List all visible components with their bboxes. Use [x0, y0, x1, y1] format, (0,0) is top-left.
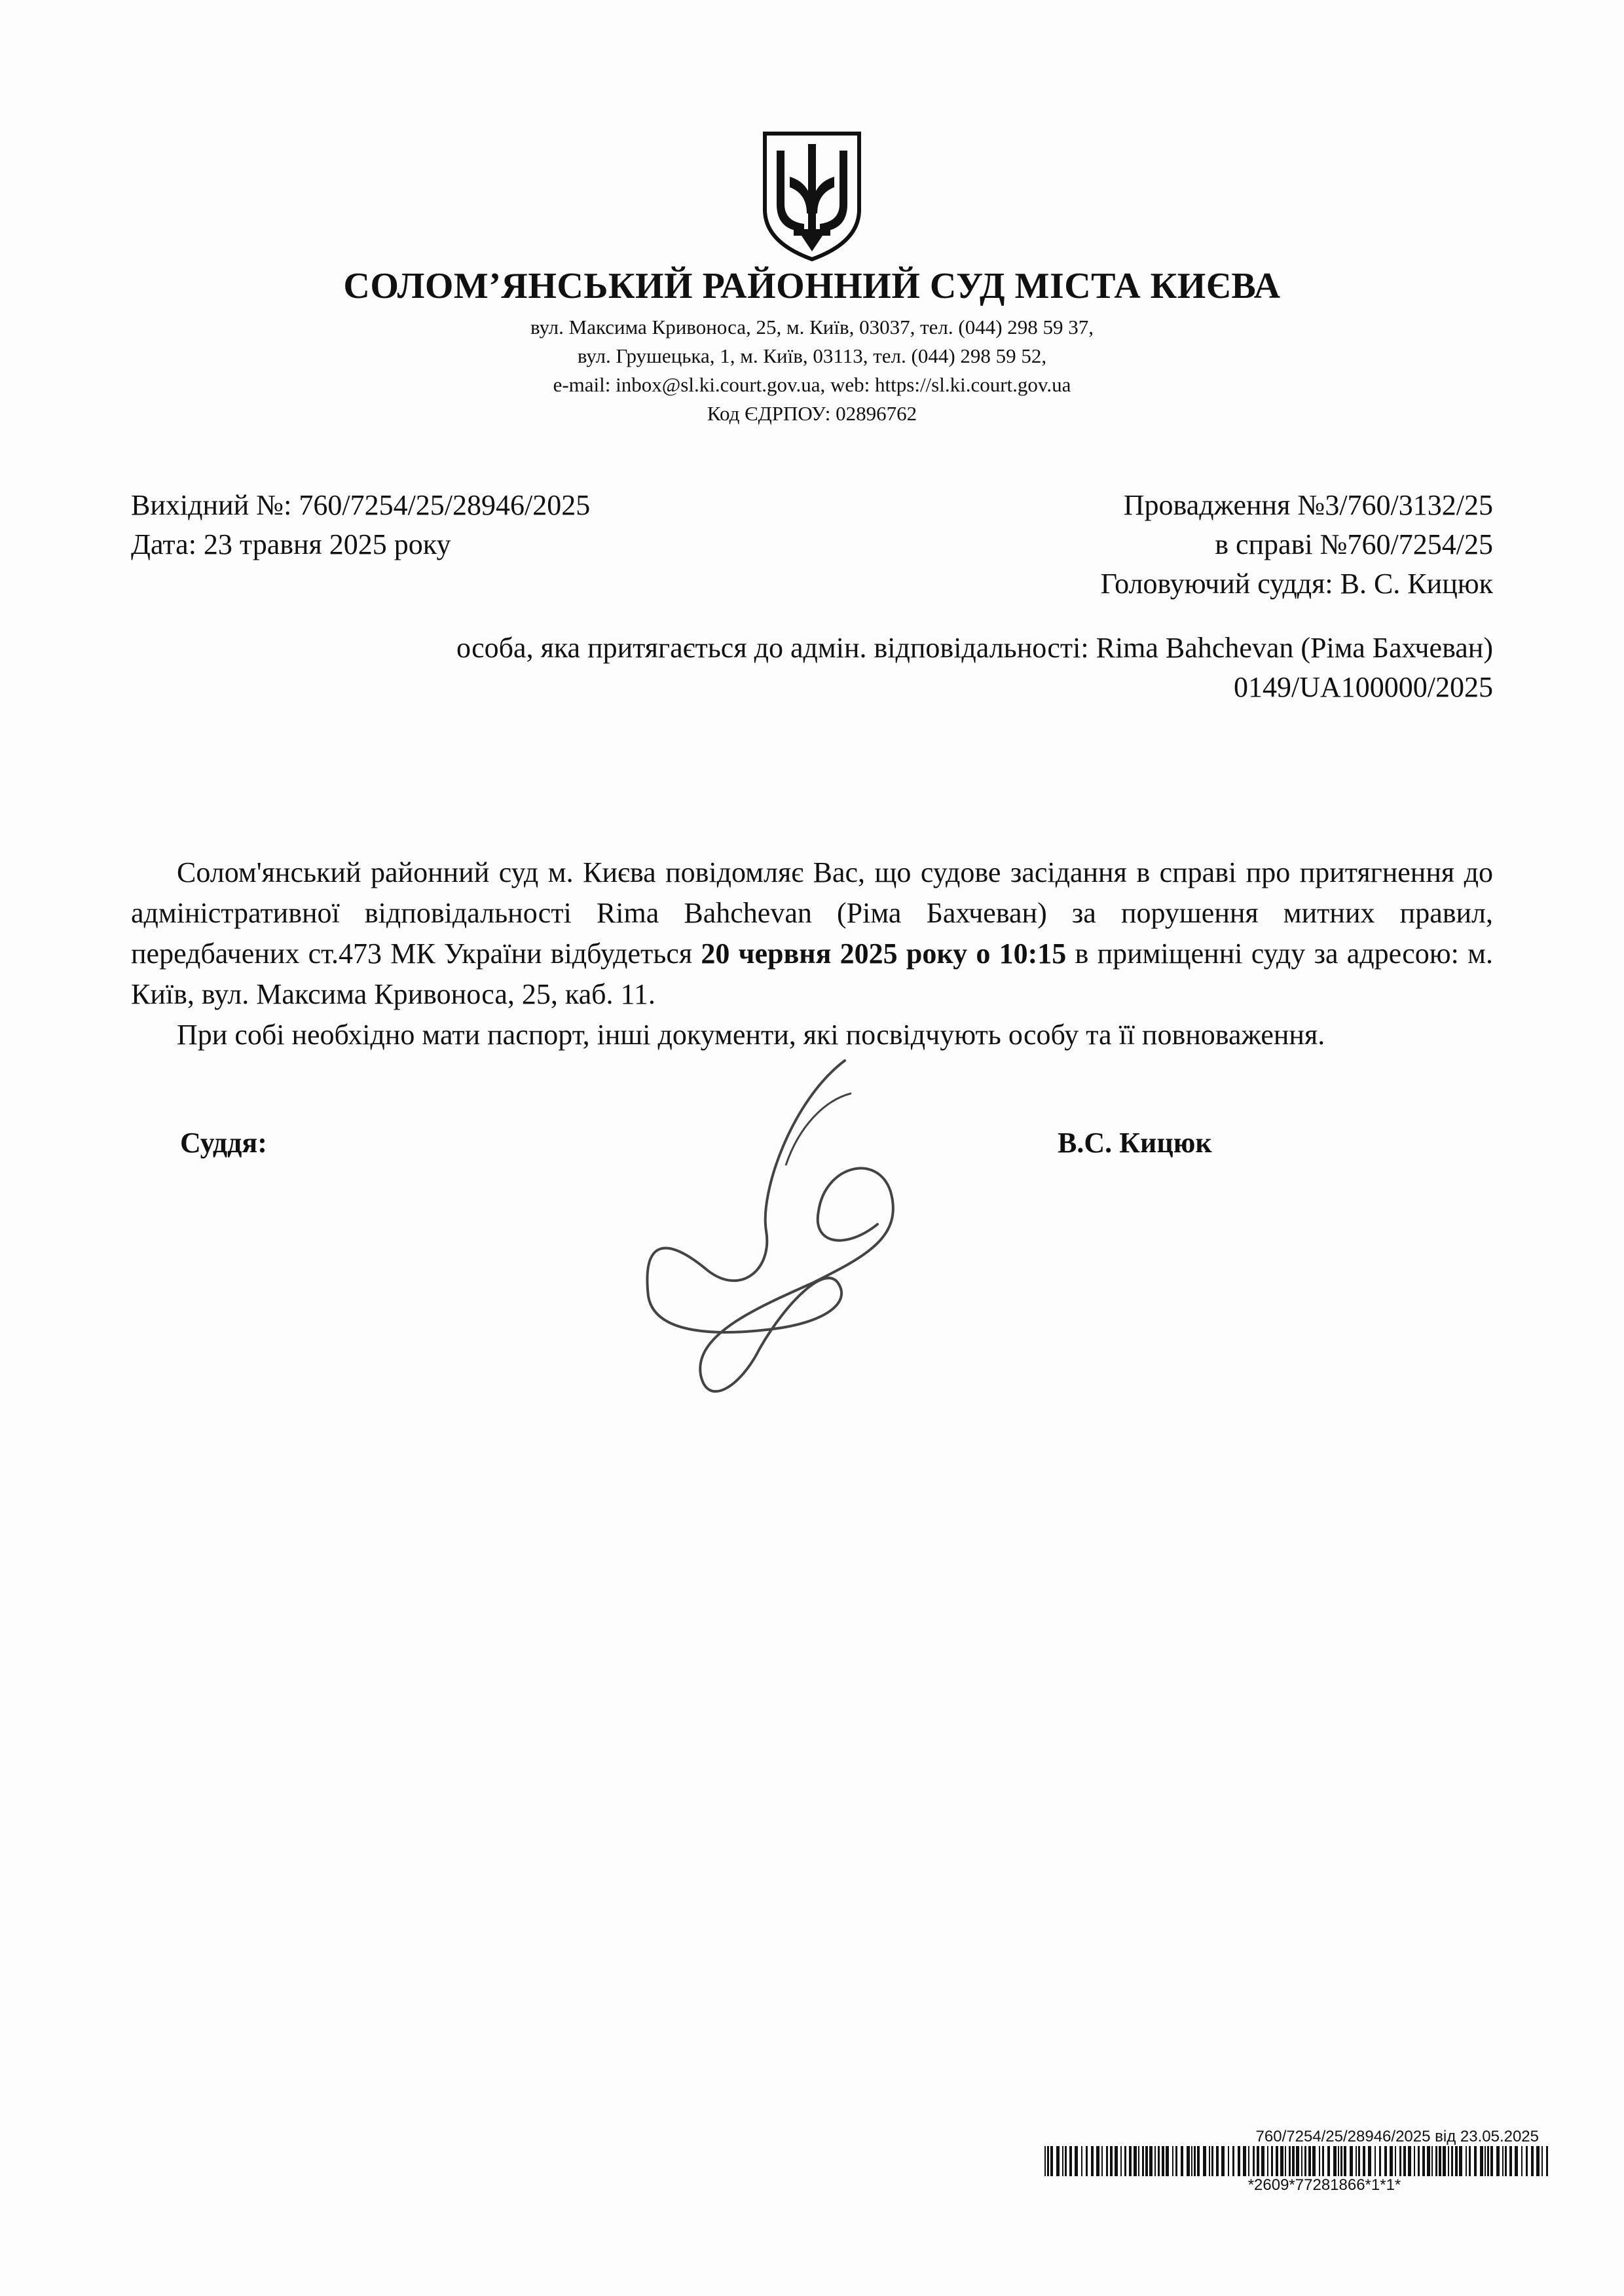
barcode-bar — [1304, 2146, 1306, 2176]
barcode-bar — [1403, 2146, 1406, 2176]
barcode-bar — [1261, 2146, 1264, 2176]
barcode-bar — [1363, 2146, 1365, 2176]
barcode-bar — [1485, 2146, 1486, 2176]
notice-paragraph: При собі необхідно мати паспорт, інші документи, які посвідчують особу та її повноваження. — [177, 1019, 1325, 1051]
signature-label: Суддя: — [180, 1127, 267, 1159]
barcode-bar — [1546, 2146, 1548, 2176]
barcode-bar — [1120, 2146, 1122, 2176]
barcode-bar — [1158, 2146, 1160, 2176]
barcode-bar — [1142, 2146, 1144, 2176]
barcode-bar — [1129, 2146, 1132, 2176]
barcode-bar — [1149, 2146, 1153, 2176]
barcode-bar — [1106, 2146, 1108, 2176]
barcode-bar — [1285, 2146, 1286, 2176]
barcode-bar — [1091, 2146, 1094, 2176]
barcode-bar — [1422, 2146, 1425, 2176]
barcode-bar — [1319, 2146, 1320, 2176]
notice-text: Солом'янський районний суд м. Києва повідомляє Вас, що судове засідання в справі про притягнення до адміністративної відповідальності Rima Bahchevan (Ріма Бахчеван) за порушення митних правил, передбачених ст.473 МК України відбудеться — [131, 856, 1493, 970]
barcode-bar — [1069, 2146, 1072, 2176]
barcode-bar — [1289, 2146, 1291, 2176]
barcode-bar — [1228, 2146, 1229, 2176]
barcode-bar — [1154, 2146, 1156, 2176]
barcode-bar — [1431, 2146, 1433, 2176]
barcode-bar — [1451, 2146, 1453, 2176]
court-contacts: e-mail: inbox@sl.ki.court.gov.ua, web: https://sl.ki.court.gov.ua — [553, 373, 1071, 396]
barcode-bar — [1271, 2146, 1273, 2176]
barcode-bar — [1110, 2146, 1113, 2176]
barcode-bar — [1187, 2146, 1190, 2176]
barcode-bar — [1267, 2146, 1268, 2176]
barcode-bar — [1086, 2146, 1088, 2176]
court-edrpou: Код ЄДРПОУ: 02896762 — [707, 402, 917, 425]
barcode-bar — [1248, 2146, 1249, 2176]
barcode-bar — [1333, 2146, 1337, 2176]
barcode-bar — [1502, 2146, 1504, 2176]
barcode-bar — [1327, 2146, 1330, 2176]
court-address-line: вул. Грушецька, 1, м. Київ, 03113, тел. (044) 298 59 52, — [577, 344, 1047, 367]
person-liable: особа, яка притягається до адмін. відповідальності: Rima Bahchevan (Ріма Бахчеван) — [456, 632, 1493, 664]
barcode-bar — [1399, 2146, 1401, 2176]
barcode-bar — [1356, 2146, 1357, 2176]
barcode-bottom-text: *2609*77281866*1*1* — [1247, 2176, 1401, 2194]
barcode-bar — [1211, 2146, 1213, 2176]
barcode-bar — [1395, 2146, 1396, 2176]
barcode-bar — [1065, 2146, 1067, 2176]
barcode-bar — [1414, 2146, 1415, 2176]
person-code: 0149/UA100000/2025 — [1234, 671, 1493, 703]
barcode-bar — [1221, 2146, 1225, 2176]
barcode-bar — [1138, 2146, 1139, 2176]
barcode-bar — [1455, 2146, 1458, 2176]
court-address-line: вул. Максима Кривоноса, 25, м. Київ, 03037, тел. (044) 298 59 37, — [530, 316, 1094, 338]
barcode-block — [1044, 2128, 1552, 2195]
barcode-bar — [1435, 2146, 1437, 2176]
barcode-bar — [1350, 2146, 1353, 2176]
barcode-bar — [1459, 2146, 1462, 2176]
barcode-bar — [1243, 2146, 1246, 2176]
barcode-bar — [1390, 2146, 1393, 2176]
barcode-bar — [1253, 2146, 1255, 2176]
barcode-bar — [1280, 2146, 1283, 2176]
outgoing-date: Дата: 23 травня 2025 року — [131, 528, 451, 560]
barcode-bar — [1340, 2146, 1342, 2176]
barcode-bar — [1209, 2146, 1210, 2176]
barcode-bar — [1162, 2146, 1164, 2176]
barcode-bar — [1203, 2146, 1206, 2176]
barcode-bar — [1469, 2146, 1471, 2176]
barcode-bar — [1047, 2146, 1049, 2176]
barcode-bar — [1062, 2146, 1063, 2176]
barcode-bar — [1466, 2146, 1467, 2176]
barcode-bar — [1296, 2146, 1299, 2176]
barcode-bar — [1216, 2146, 1219, 2176]
barcode-bar — [1232, 2146, 1234, 2176]
barcode-bar — [1531, 2146, 1534, 2176]
barcode-bar — [1134, 2146, 1137, 2176]
presiding-judge: Головуючий суддя: В. С. Кицюк — [1100, 568, 1493, 600]
barcode-bar — [1197, 2146, 1200, 2176]
case-number: в справі №760/7254/25 — [1215, 528, 1493, 560]
barcode-bar — [1358, 2146, 1360, 2176]
barcode-bar — [1172, 2146, 1173, 2176]
barcode-bar — [1487, 2146, 1489, 2176]
proceeding-number: Провадження №3/760/3132/25 — [1123, 489, 1493, 521]
barcode-bar — [1194, 2146, 1196, 2176]
barcode-bar — [1541, 2146, 1543, 2176]
barcode-bar — [1375, 2146, 1376, 2176]
barcode-bar — [1124, 2146, 1126, 2176]
barcode-bar — [1344, 2146, 1346, 2176]
barcode-bar — [1292, 2146, 1295, 2176]
notice-text: в приміщенні суду за адресою: м. Київ, вул. Максима Кривоноса, 25, каб. 11. — [131, 938, 1494, 1010]
judge-name: В.С. Кицюк — [1058, 1127, 1212, 1159]
barcode-bar — [1276, 2146, 1278, 2176]
ukraine-trident-emblem-icon — [760, 131, 864, 262]
barcode-bar — [1175, 2146, 1177, 2176]
barcode-bar — [1115, 2146, 1118, 2176]
barcode-bar — [1408, 2146, 1411, 2176]
barcode-bar — [1384, 2146, 1387, 2176]
barcode-bar — [1521, 2146, 1522, 2176]
barcode-bar — [1443, 2146, 1446, 2176]
barcode-bar — [1101, 2146, 1103, 2176]
hearing-datetime: 20 червня 2025 року о 10:15 — [701, 938, 1067, 970]
barcode-bar — [1050, 2146, 1053, 2176]
barcode-bar — [1368, 2146, 1371, 2176]
barcode-bar — [1480, 2146, 1483, 2176]
barcode-bar — [1166, 2146, 1169, 2176]
barcode-bar — [1338, 2146, 1339, 2176]
barcode-bar — [1379, 2146, 1381, 2176]
barcode-bar — [1505, 2146, 1507, 2176]
court-name: СОЛОМ’ЯНСЬКИЙ РАЙОННИЙ СУД МІСТА КИЄВА — [343, 266, 1281, 306]
barcode-bar — [1448, 2146, 1449, 2176]
barcode-bar — [1526, 2146, 1528, 2176]
barcode-bar — [1536, 2146, 1540, 2176]
barcode-bar — [1474, 2146, 1477, 2176]
barcode-icon — [1044, 2146, 1552, 2176]
barcode-top-text: 760/7254/25/28946/2025 від 23.05.2025 — [1255, 2128, 1539, 2145]
barcode-bar — [1257, 2146, 1259, 2176]
barcode-bar — [1145, 2146, 1148, 2176]
handwritten-signature — [629, 1021, 969, 1414]
barcode-bar — [1312, 2146, 1316, 2176]
barcode-bar — [1490, 2146, 1493, 2176]
barcode-bar — [1181, 2146, 1183, 2176]
barcode-bar — [1238, 2146, 1240, 2176]
outgoing-number: Вихідний №: 760/7254/25/28946/2025 — [131, 489, 591, 521]
barcode-bar — [1515, 2146, 1518, 2176]
barcode-bar — [1418, 2146, 1420, 2176]
barcode-bar — [1308, 2146, 1311, 2176]
barcode-bar — [1044, 2146, 1046, 2176]
notice-paragraph — [131, 852, 1493, 1015]
barcode-bar — [1322, 2146, 1324, 2176]
barcode-bar — [1509, 2146, 1512, 2176]
barcode-bar — [1191, 2146, 1192, 2176]
barcode-bar — [1056, 2146, 1060, 2176]
barcode-bar — [1075, 2146, 1078, 2176]
barcode-bar — [1096, 2146, 1099, 2176]
barcode-bar — [1496, 2146, 1500, 2176]
barcode-bar — [1301, 2146, 1302, 2176]
barcode-bar — [1427, 2146, 1430, 2176]
barcode-bar — [1081, 2146, 1082, 2176]
barcode-bar — [1439, 2146, 1441, 2176]
